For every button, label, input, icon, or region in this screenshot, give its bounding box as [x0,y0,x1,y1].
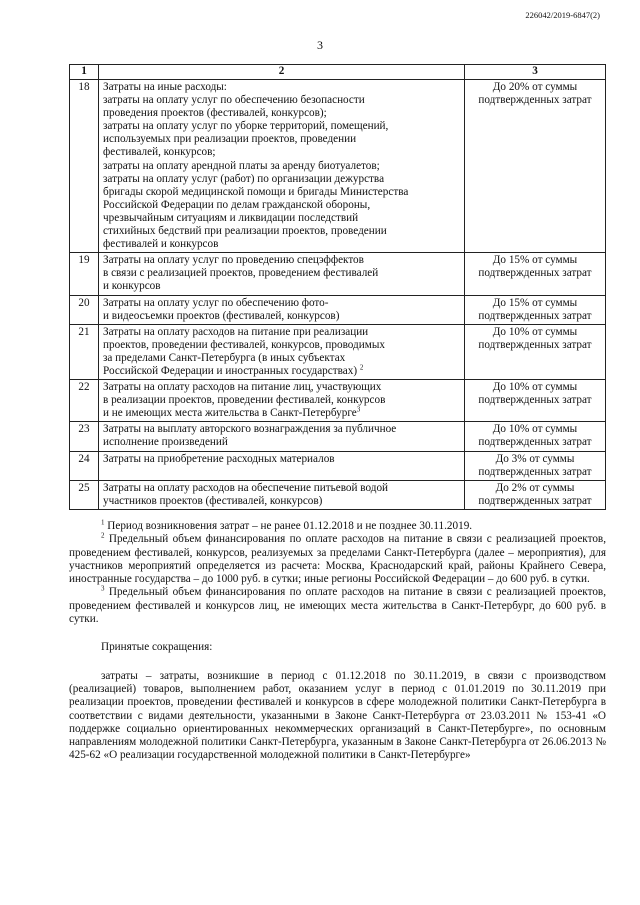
description-line [103,436,460,449]
description-line [103,267,460,280]
description-line [103,94,460,107]
limit-line: подтвержденных затрат [478,267,592,280]
description-text: участников проектов (фестивалей, конкурсов) [103,494,323,507]
table-row [70,480,606,509]
row-number: 24 [70,451,99,480]
description-text: и видеосъемки проектов (фестивалей, конкурсов) [103,309,340,322]
footnote-mark: 2 [101,531,105,540]
table-header-row [70,65,606,80]
description-line [103,326,460,339]
expense-limit [465,253,606,295]
description-text: Затраты на оплату услуг по обеспечению фото- [103,296,329,309]
footnote-3 [69,586,606,626]
abbreviations-text: затраты – затраты, возникшие в период с 01.12.2018 по 30.11.2019, в связи с производством (реализацией) товаров, выполнением работ, оказанием услуг в период с 01.01.2019 по 30.11.2019 при реализации проектов, проведении фестивалей и конкурсов в сфере молодежной политики Санкт-Петербурга в соответствии с видами деятельности, указанными в Законе Санкт-Петербурга от 23.03.2011 № 153-41 «О поддержке социально ориентированных некоммерческих организаций в Санкт-Петербурге», по основным направлениям молодежной политики Санкт-Петербурга, указанным в Законе Санкт-Петербурга от 26.06.2013 № 425-62 «О реализации государственной молодежной политики в Санкт-Петербурге» [69,669,606,762]
description-line [103,81,460,94]
description-text: Российской Федерации по делам гражданской обороны, [103,198,371,211]
description-text: используемых при реализации проектов, проведении [103,133,357,146]
table-body [70,80,606,510]
table-row [70,80,606,253]
description-line [103,173,460,186]
description-text: бригады скорой медицинской помощи и бригады Министерства [103,185,409,198]
description-text: в реализации проектов, проведении фестивалей, конкурсов [103,394,386,407]
column-header-2: 2 [99,65,465,80]
footnotes-and-abbreviations [69,520,606,763]
limit-line: До 15% от суммы [492,254,578,267]
expense-description [99,295,465,324]
limit-line: подтвержденных затрат [478,465,592,478]
description-text: исполнение произведений [103,436,228,449]
expenses-table [69,64,606,510]
description-line [103,352,460,365]
footnote-2 [69,533,606,586]
description-line [103,310,460,323]
row-number: 21 [70,324,99,379]
description-line [103,394,460,407]
description-text: и конкурсов [103,280,161,293]
table-row [70,324,606,379]
expense-limit [465,295,606,324]
table-row [70,295,606,324]
description-text: Затраты на оплату расходов на питание при реализации [103,325,369,338]
limit-line: подтвержденных затрат [478,94,592,107]
table-row [70,253,606,295]
table-row [70,380,606,422]
description-text: затраты на оплату услуг по уборке территорий, помещений, [103,120,389,133]
footnote-text: Предельный объем финансирования по оплате расходов на питание в связи с реализацией проектов, проведением фестивалей и конкурсов лиц, не имеющих места жительства в Санкт-Петербург, до 600 руб. в сутки. [69,586,607,626]
limit-line: До 15% от суммы [492,296,578,309]
row-number: 19 [70,253,99,295]
description-text: фестивалей и конкурсов [103,238,219,251]
description-text: затраты на оплату услуг (работ) по организации дежурства [103,172,385,185]
row-number: 22 [70,380,99,422]
description-text: проведения проектов (фестивалей, конкурсов); [103,107,327,120]
description-line [103,423,460,436]
page-number: 3 [317,38,323,52]
description-line [103,482,460,495]
description-text: и не имеющих места жительства в Санкт-Петербурге [103,407,357,420]
limit-line: До 20% от суммы [492,81,578,93]
description-line [103,297,460,310]
description-text: Затраты на иные расходы: [103,81,227,93]
description-line [103,495,460,508]
footnote-mark: 3 [101,584,105,593]
description-line [103,381,460,394]
description-line [103,407,460,420]
expense-limit [465,324,606,379]
footnote-text: Предельный объем финансирования по оплате расходов на питание в связи с реализацией проектов, проведением фестивалей, конкурсов, реализуемых за пределами Санкт-Петербурга (далее – мероприятия), для участников мероприятий определяется из расчета: Москва, Краснодарский край, районы Крайнего Севера, иностранные государства – до 1000 руб. в сутки; иные регионы Российской Федерации – до 600 руб. в сутки. [69,533,607,586]
document-number: 226042/2019-6847(2) [525,10,600,20]
description-text: Затраты на приобретение расходных материалов [103,452,335,465]
description-text: стихийных бедствий при реализации проектов, проведении [103,225,387,238]
description-line [103,107,460,120]
limit-line: До 10% от суммы [492,381,578,394]
row-number: 18 [70,80,99,253]
description-text: проектов, проведении фестивалей, конкурсов, проводимых [103,338,385,351]
row-number: 20 [70,295,99,324]
limit-line: До 10% от суммы [492,325,578,338]
expense-description [99,253,465,295]
description-text: Российской Федерации и иностранных государствах) [103,364,358,377]
description-line [103,120,460,133]
column-header-1: 1 [70,65,99,80]
description-text: затраты на оплату услуг по обеспечению безопасности [103,94,365,107]
description-line [103,133,460,146]
limit-line: До 10% от суммы [492,423,578,436]
description-text: Затраты на оплату расходов на обеспечение питьевой водой [103,481,389,494]
description-line [103,254,460,267]
description-text: за пределами Санкт-Петербурга (в иных субъектах [103,351,346,364]
expense-limit [465,80,606,253]
abbreviations-title: Принятые сокращения: [101,641,213,654]
footnote-text: Период возникновения затрат – не ранее 01.12.2018 и не позднее 30.11.2019. [107,520,473,532]
description-text: Затраты на оплату услуг по проведению спецэффектов [103,254,364,267]
description-line [103,186,460,199]
footnote-reference: 2 [359,363,364,372]
limit-line: подтвержденных затрат [478,436,592,449]
expense-description [99,480,465,509]
table-row [70,451,606,480]
description-text: Затраты на выплату авторского вознаграждения за публичное [103,423,397,436]
expense-limit [465,480,606,509]
description-line [103,238,460,251]
footnote-reference: 3 [356,405,361,414]
description-line [103,146,460,159]
description-line [103,365,460,378]
description-line [103,199,460,212]
expense-description [99,324,465,379]
description-text: чрезвычайным ситуациям и ликвидации последствий [103,211,359,224]
expense-description [99,80,465,253]
limit-line: подтвержденных затрат [478,309,592,322]
description-line [103,339,460,352]
description-text: Затраты на оплату расходов на питание лиц, участвующих [103,381,382,394]
expense-description [99,422,465,451]
column-header-3: 3 [465,65,606,80]
table-row [70,422,606,451]
description-line [103,160,460,173]
footnote-mark: 1 [101,518,105,527]
description-line [103,225,460,238]
limit-line: подтвержденных затрат [478,338,592,351]
expense-limit [465,451,606,480]
limit-line: До 2% от суммы [495,481,575,494]
expense-description [99,380,465,422]
expense-limit [465,422,606,451]
description-line [103,453,460,466]
description-line [103,280,460,293]
limit-line: подтвержденных затрат [478,394,592,407]
description-text: фестивалей, конкурсов; [103,146,216,159]
footnote-1 [69,520,606,533]
expense-description [99,451,465,480]
row-number: 23 [70,422,99,451]
description-text: затраты на оплату арендной платы за аренду биотуалетов; [103,159,380,172]
description-text: в связи с реализацией проектов, проведением фестивалей [103,267,379,280]
limit-line: До 3% от суммы [495,452,575,465]
expense-limit [465,380,606,422]
description-line [103,212,460,225]
limit-line: подтвержденных затрат [478,494,592,507]
row-number: 25 [70,480,99,509]
